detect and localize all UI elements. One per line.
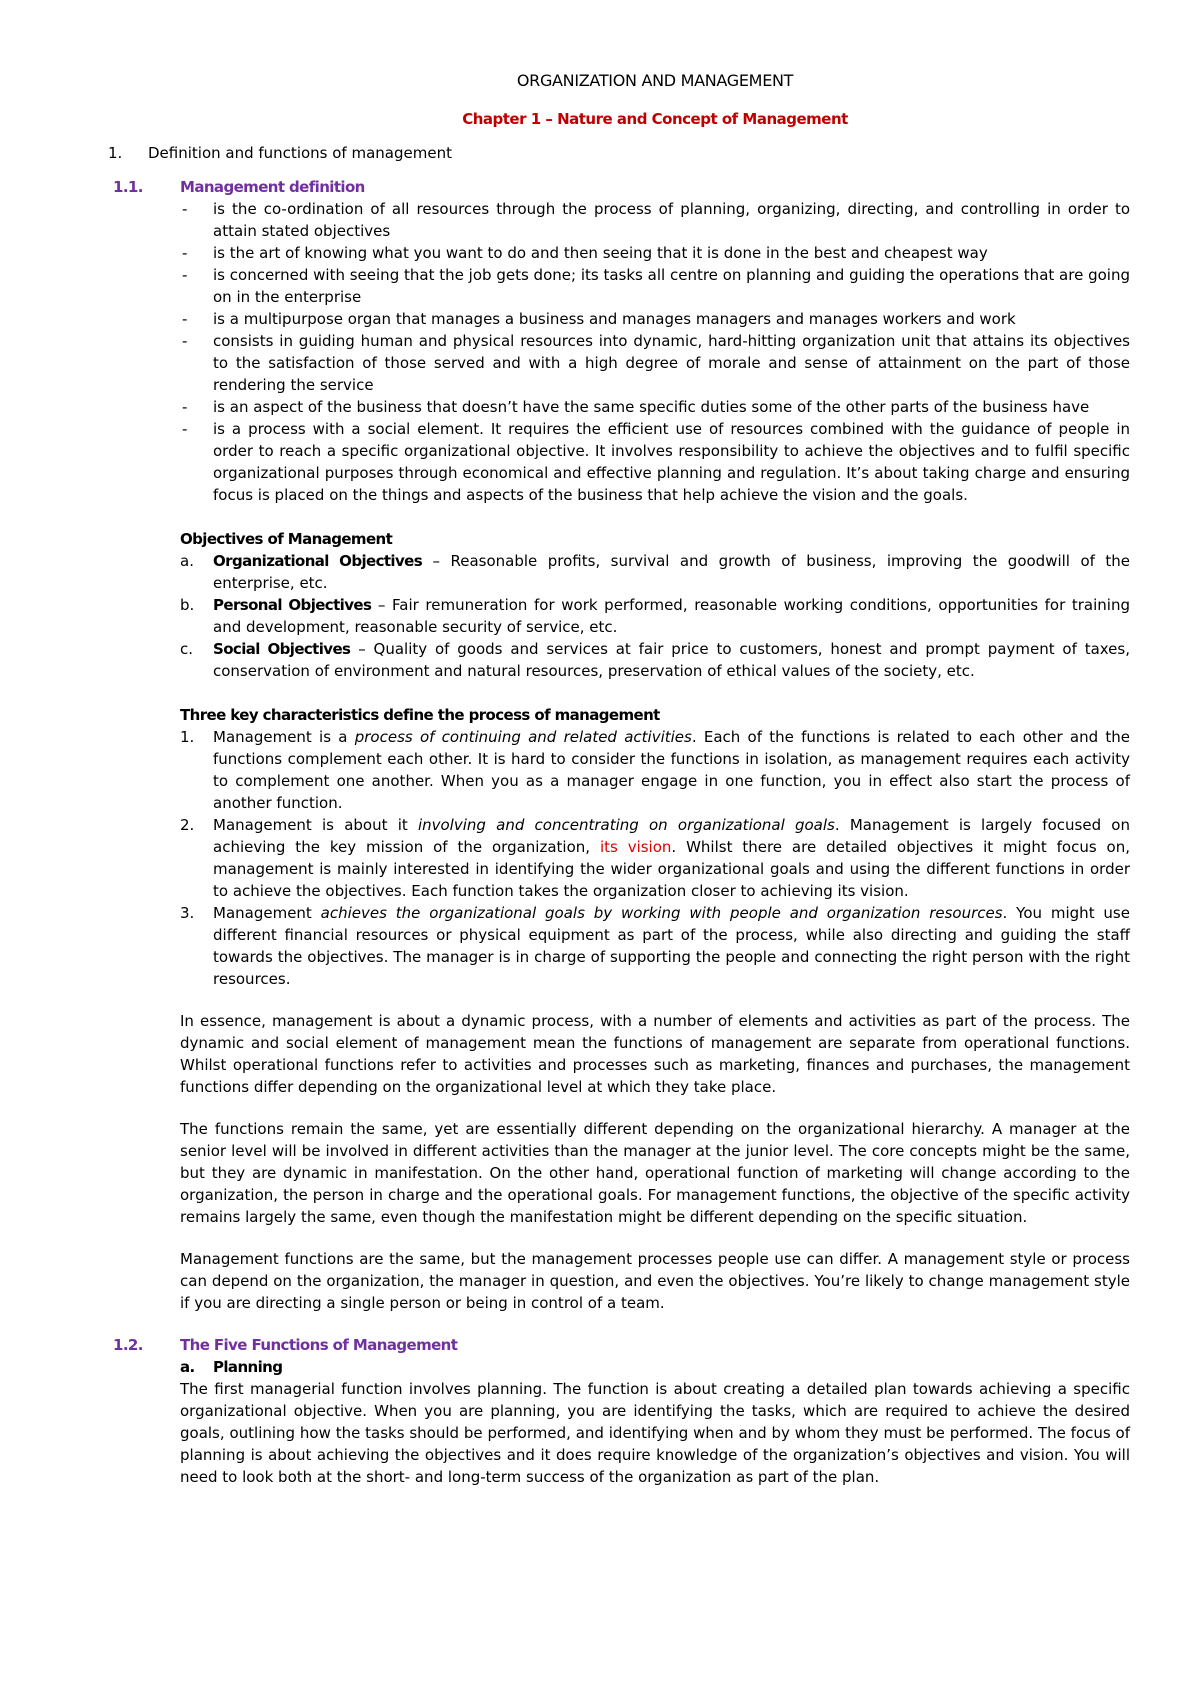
list-letter: c. [180, 640, 194, 658]
objective-label: Personal Objectives [213, 596, 372, 614]
list-number: 1. [180, 728, 195, 746]
list-letter: a. [180, 1358, 195, 1376]
chapter-heading: Chapter 1 – Nature and Concept of Management [462, 110, 848, 128]
text-run: . Each of the functions is related to each other and the functions complement each other. It is hard to consider the functions in isolation, as management requires each activity to complement one another. When you as a manager engage in one function, you in effect also start the process of another function. [213, 728, 1130, 812]
list-item [180, 902, 1130, 990]
dash-bullet: - [182, 398, 188, 416]
list-number: 1. [108, 144, 123, 162]
list-item [180, 198, 1130, 242]
characteristic-text [213, 902, 1130, 990]
objective-description: – Fair remuneration for work performed, reasonable working conditions, opportunities for training and development, reasonable security of service, etc. [213, 596, 1130, 636]
definition-text: is the art of knowing what you want to do and then seeing that it is done in the best and cheapest way [213, 244, 988, 262]
definition-text: consists in guiding human and physical resources into dynamic, hard-hitting organization unit that attains its objectives to the satisfaction of those served and with a high degree of morale and sense of attainment on the part of those rendering the service [213, 332, 1130, 394]
list-number: 3. [180, 904, 195, 922]
objective-label: Organizational Objectives [213, 552, 423, 570]
list-item [180, 330, 1130, 396]
list-letter: b. [180, 596, 195, 614]
document-title: ORGANIZATION AND MANAGEMENT [516, 71, 794, 90]
list-item [180, 638, 1130, 682]
section-heading-1-1 [113, 176, 1130, 198]
list-item [180, 594, 1130, 638]
planning-paragraph: The first managerial function involves planning. The function is about creating a detailed plan towards achieving a specific organizational objective. When you are planning, you are identifying the tasks, which are required to achieve the desired goals, outlining how the tasks should be performed, and identifying when and by whom they must be performed. The focus of planning is about achieving the objectives and it does require knowledge of the organization’s objectives and vision. You will need to look both at the short- and long-term success of the organization as part of the plan. [180, 1380, 1130, 1486]
definition-text: is a multipurpose organ that manages a business and manages managers and manages workers and work [213, 310, 1016, 328]
body-paragraph: Management functions are the same, but the management processes people use can differ. A management style or process can depend on the organization, the manager in question, and even the objectives. You’re likely to change management style if you are directing a single person or being in control of a team. [180, 1250, 1130, 1312]
section-title: Management definition [180, 178, 365, 196]
dash-bullet: - [182, 310, 188, 328]
objectives-list [180, 550, 1130, 682]
objective-text [213, 638, 1130, 682]
list-number: 2. [180, 816, 195, 834]
dash-bullet: - [182, 200, 188, 218]
italic-run: process of continuing and related activities [354, 728, 692, 746]
italic-run: involving and concentrating on organizational goals [417, 816, 835, 834]
text-run: . You might use different financial resources or physical equipment as part of the process, while also directing and guiding the staff towards the objectives. The manager is in charge of supporting the people and connecting the right person with the right resources. [213, 904, 1130, 988]
text-run: Management [213, 904, 321, 922]
text-run: Management is about it [213, 816, 418, 834]
definition-text: is the co-ordination of all resources through the process of planning, organizing, directing, and controlling in order to attain stated objectives [213, 200, 1130, 240]
section-title: The Five Functions of Management [180, 1336, 458, 1354]
dash-bullet: - [182, 266, 188, 284]
section-number: 1.1. [113, 178, 143, 196]
dash-bullet: - [182, 332, 188, 350]
section-number: 1.2. [113, 1336, 143, 1354]
list-text: Definition and functions of management [148, 144, 452, 162]
characteristic-text [213, 814, 1130, 902]
objective-text [213, 594, 1130, 638]
characteristics-list [180, 726, 1130, 990]
highlight-run: its vision [599, 838, 672, 856]
definition-list [180, 198, 1130, 506]
objective-text [213, 550, 1130, 594]
italic-run: achieves the organizational goals by working with people and organization resources [320, 904, 1003, 922]
list-item [180, 242, 1130, 264]
list-item [180, 418, 1130, 506]
characteristic-text [213, 726, 1130, 814]
characteristics-heading: Three key characteristics define the process of management [180, 706, 660, 724]
body-paragraph: In essence, management is about a dynamic process, with a number of elements and activities as part of the process. The dynamic and social element of management mean the functions of management are separate from operational functions. Whilst operational functions refer to activities and processes such as marketing, finances and purchases, the management functions differ depending on the organizational level at which they take place. [180, 1012, 1130, 1096]
list-item [180, 308, 1130, 330]
dash-bullet: - [182, 420, 188, 438]
list-item-definition-functions [100, 142, 1130, 164]
text-run: . Management is largely focused on achieving the key mission of the organization, [213, 816, 1130, 856]
list-item [180, 726, 1130, 814]
planning-heading [180, 1356, 1130, 1378]
list-letter: a. [180, 552, 194, 570]
definition-text: is an aspect of the business that doesn’t have the same specific duties some of the other parts of the business have [213, 398, 1090, 416]
objectives-heading: Objectives of Management [180, 530, 393, 548]
list-item [180, 264, 1130, 308]
text-run: Management is a [213, 728, 355, 746]
list-item [180, 814, 1130, 902]
dash-bullet: - [182, 244, 188, 262]
objective-description: – Reasonable profits, survival and growth of business, improving the goodwill of the enterprise, etc. [213, 552, 1130, 592]
list-item [180, 550, 1130, 594]
planning-title: Planning [213, 1358, 283, 1376]
definition-text: is concerned with seeing that the job gets done; its tasks all centre on planning and guiding the operations that are going on in the enterprise [213, 266, 1130, 306]
objective-label: Social Objectives [213, 640, 351, 658]
definition-text: is a process with a social element. It requires the efficient use of resources combined with the guidance of people in order to reach a specific organizational objective. It involves responsibility to achieve the objectives and to fulfil specific organizational purposes through economical and effective planning and regulation. It’s about taking charge and ensuring focus is placed on the things and aspects of the business that help achieve the vision and the goals. [213, 420, 1130, 504]
document-page [108, 70, 1130, 1488]
section-heading-1-2 [113, 1334, 1130, 1356]
text-run: . Whilst there are detailed objectives it might focus on, management is mainly interested in identifying the wider organizational goals and using the different functions in order to achieve the objectives. Each function takes the organization closer to achieving its vision. [213, 838, 1130, 900]
body-paragraph: The functions remain the same, yet are essentially different depending on the organizational hierarchy. A manager at the senior level will be involved in different activities than the manager at the junior level. The core concepts might be the same, but they are dynamic in manifestation. On the other hand, operational function of marketing will change according to the organization, the person in charge and the operational goals. For management functions, the objective of the specific activity remains largely the same, even though the manifestation might be different depending on the specific situation. [180, 1120, 1130, 1226]
list-item [180, 396, 1130, 418]
objective-description: – Quality of goods and services at fair price to customers, honest and prompt payment of taxes, conservation of environment and natural resources, preservation of ethical values of the society, etc. [213, 640, 1130, 680]
